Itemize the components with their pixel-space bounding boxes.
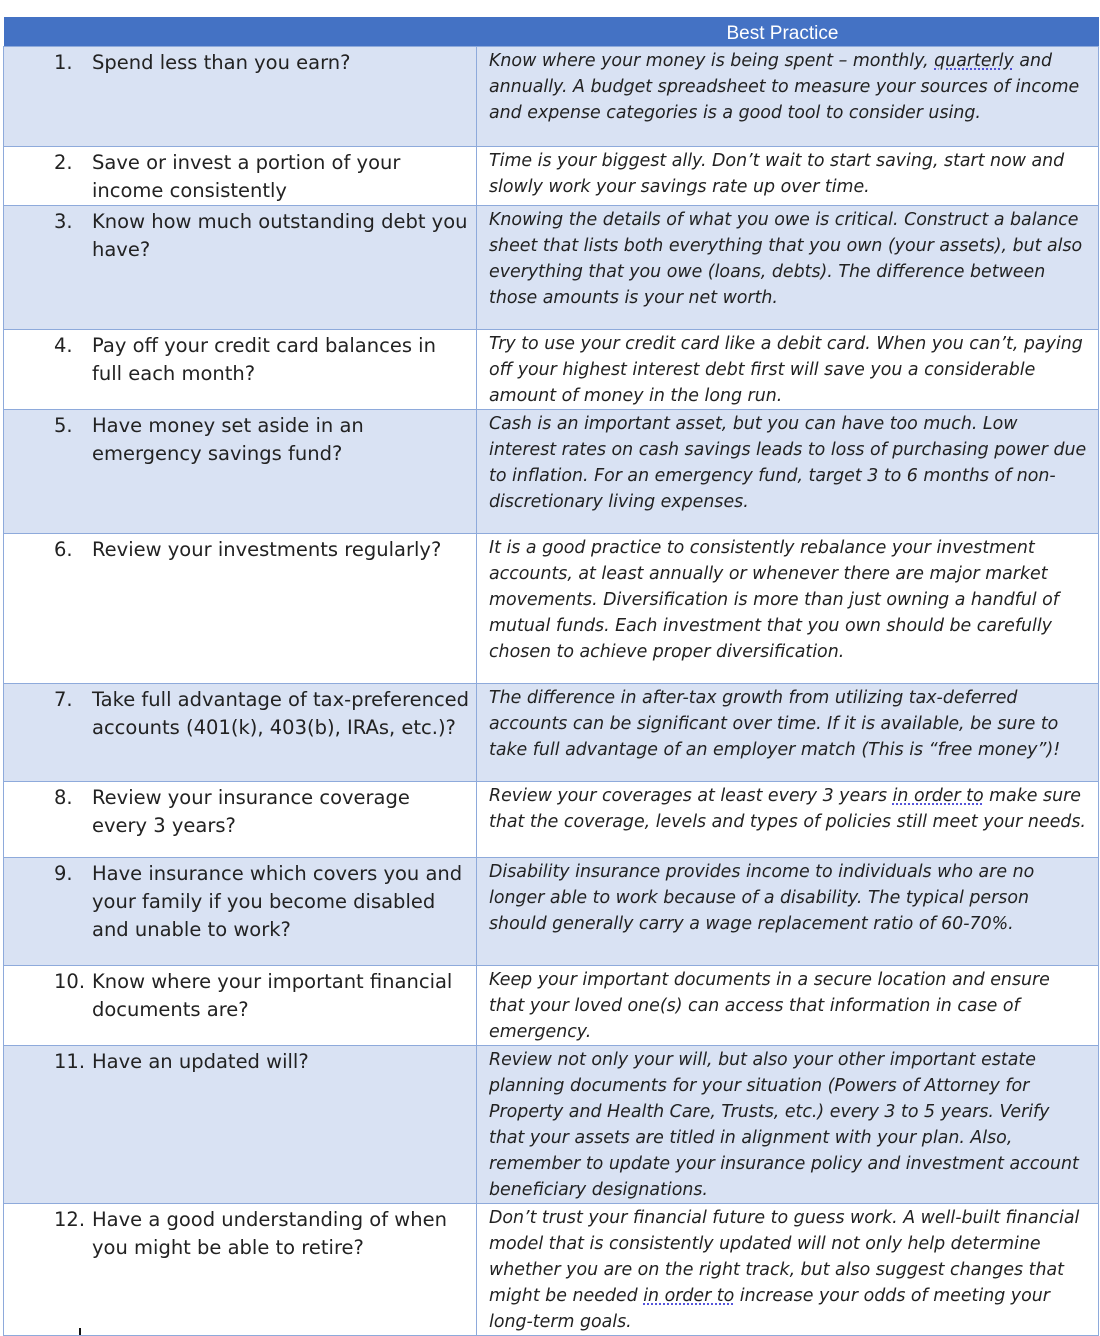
text-cursor-mark bbox=[79, 1328, 81, 1335]
header-question-column bbox=[4, 17, 477, 47]
practice-text: Time is your biggest ally. Don’t wait to start saving, start now and slowly work your savings rate up over time. bbox=[489, 151, 1065, 197]
practice-cell bbox=[477, 206, 1099, 330]
row-number: 3. bbox=[54, 210, 73, 233]
question-text: Take full advantage of tax-preferenced accounts (401(k), 403(b), IRAs, etc.)? bbox=[92, 688, 470, 739]
table-row bbox=[4, 330, 1099, 410]
question-text: Spend less than you earn? bbox=[92, 51, 351, 74]
practice-cell bbox=[477, 47, 1099, 147]
practice-cell bbox=[477, 410, 1099, 534]
practice-cell bbox=[477, 966, 1099, 1046]
question-cell bbox=[4, 47, 477, 147]
practice-text: Cash is an important asset, but you can have too much. Low interest rates on cash savings leads to loss of purchasing power due to inflation. For an emergency fund, target 3 to 6 months of non-discretionary living expenses. bbox=[489, 414, 1087, 512]
practice-cell bbox=[477, 330, 1099, 410]
row-number: 11. bbox=[54, 1050, 86, 1073]
table-row bbox=[4, 206, 1099, 330]
row-number: 7. bbox=[54, 688, 73, 711]
question-cell bbox=[4, 684, 477, 782]
practice-cell bbox=[477, 1046, 1099, 1204]
practice-cell bbox=[477, 782, 1099, 858]
table-header-row bbox=[4, 17, 1099, 47]
practice-text: Disability insurance provides income to individuals who are no longer able to work because of a disability. The typical person should generally carry a wage replacement ratio of 60-70%. bbox=[489, 862, 1035, 934]
header-best-practice-column bbox=[477, 17, 1099, 47]
question-cell bbox=[4, 206, 477, 330]
practice-text: The difference in after-tax growth from utilizing tax-deferred accounts can be significant over time. If it is available, be sure to take full advantage of an employer match (This is “free money”)! bbox=[489, 688, 1061, 760]
practice-text: Don’t trust your financial future to guess work. A well-built financial model that is consistently updated will not only help determine whether you are on the right track, but also suggest changes that might be needed in order to increase your odds of meeting your long-term goals. bbox=[489, 1208, 1080, 1332]
question-cell bbox=[4, 330, 477, 410]
question-text: Have an updated will? bbox=[92, 1050, 309, 1073]
table-row bbox=[4, 147, 1099, 206]
practice-text: Review your coverages at least every 3 years in order to make sure that the coverage, levels and types of policies still meet your needs. bbox=[489, 786, 1086, 832]
row-number: 2. bbox=[54, 151, 73, 174]
table-row bbox=[4, 966, 1099, 1046]
question-text: Have money set aside in an emergency savings fund? bbox=[92, 414, 364, 465]
question-cell bbox=[4, 1046, 477, 1204]
practice-cell bbox=[477, 534, 1099, 684]
practice-cell bbox=[477, 858, 1099, 966]
table-row bbox=[4, 684, 1099, 782]
question-text: Save or invest a portion of your income consistently bbox=[92, 151, 401, 202]
row-number: 4. bbox=[54, 334, 73, 357]
row-number: 1. bbox=[54, 51, 73, 74]
practice-text: Try to use your credit card like a debit card. When you can’t, paying off your highest interest debt first will save you a considerable amount of money in the long run. bbox=[489, 334, 1083, 406]
question-cell bbox=[4, 782, 477, 858]
best-practice-table bbox=[3, 17, 1099, 1336]
row-number: 6. bbox=[54, 538, 73, 561]
practice-cell bbox=[477, 147, 1099, 206]
practice-text: Know where your money is being spent – monthly, quarterly and annually. A budget spreadsheet to measure your sources of income and expense categories is a good tool to consider using. bbox=[489, 51, 1080, 123]
table-row bbox=[4, 47, 1099, 147]
practice-text: Review not only your will, but also your other important estate planning documents for your situation (Powers of Attorney for Property and Health Care, Trusts, etc.) every 3 to 5 years. Verify that your assets are titled in alignment with your plan. Also, remember to update your insurance policy and investment account beneficiary designations. bbox=[489, 1050, 1079, 1200]
table-row bbox=[4, 782, 1099, 858]
question-text: Pay off your credit card balances in full each month? bbox=[92, 334, 436, 385]
question-cell bbox=[4, 147, 477, 206]
question-cell bbox=[4, 534, 477, 684]
question-cell bbox=[4, 858, 477, 966]
question-text: Have insurance which covers you and your family if you become disabled and unable to work? bbox=[92, 862, 463, 941]
question-cell bbox=[4, 1204, 477, 1336]
practice-cell bbox=[477, 684, 1099, 782]
header-best-practice-label: Best Practice bbox=[726, 23, 839, 44]
row-number: 8. bbox=[54, 786, 73, 809]
question-text: Have a good understanding of when you might be able to retire? bbox=[92, 1208, 447, 1259]
question-text: Know how much outstanding debt you have? bbox=[92, 210, 468, 261]
practice-cell bbox=[477, 1204, 1099, 1336]
row-number: 5. bbox=[54, 414, 73, 437]
table-row bbox=[4, 410, 1099, 534]
question-cell bbox=[4, 966, 477, 1046]
question-text: Review your insurance coverage every 3 years? bbox=[92, 786, 410, 837]
question-text: Review your investments regularly? bbox=[92, 538, 442, 561]
table-row bbox=[4, 858, 1099, 966]
table-row bbox=[4, 1204, 1099, 1336]
row-number: 10. bbox=[54, 970, 86, 993]
question-cell bbox=[4, 410, 477, 534]
row-number: 12. bbox=[54, 1208, 86, 1231]
row-number: 9. bbox=[54, 862, 73, 885]
practice-text: Knowing the details of what you owe is critical. Construct a balance sheet that lists both everything that you own (your assets), but also everything that you owe (loans, debts). The difference between those amounts is your net worth. bbox=[489, 210, 1083, 308]
practice-text: It is a good practice to consistently rebalance your investment accounts, at least annually or whenever there are major market movements. Diversification is more than just owning a handful of mutual funds. Each investment that you own should be carefully chosen to achieve proper diversification. bbox=[489, 538, 1059, 662]
question-text: Know where your important financial documents are? bbox=[92, 970, 453, 1021]
table-row bbox=[4, 1046, 1099, 1204]
practice-text: Keep your important documents in a secure location and ensure that your loved one(s) can access that information in case of emergency. bbox=[489, 970, 1050, 1042]
table-row bbox=[4, 534, 1099, 684]
